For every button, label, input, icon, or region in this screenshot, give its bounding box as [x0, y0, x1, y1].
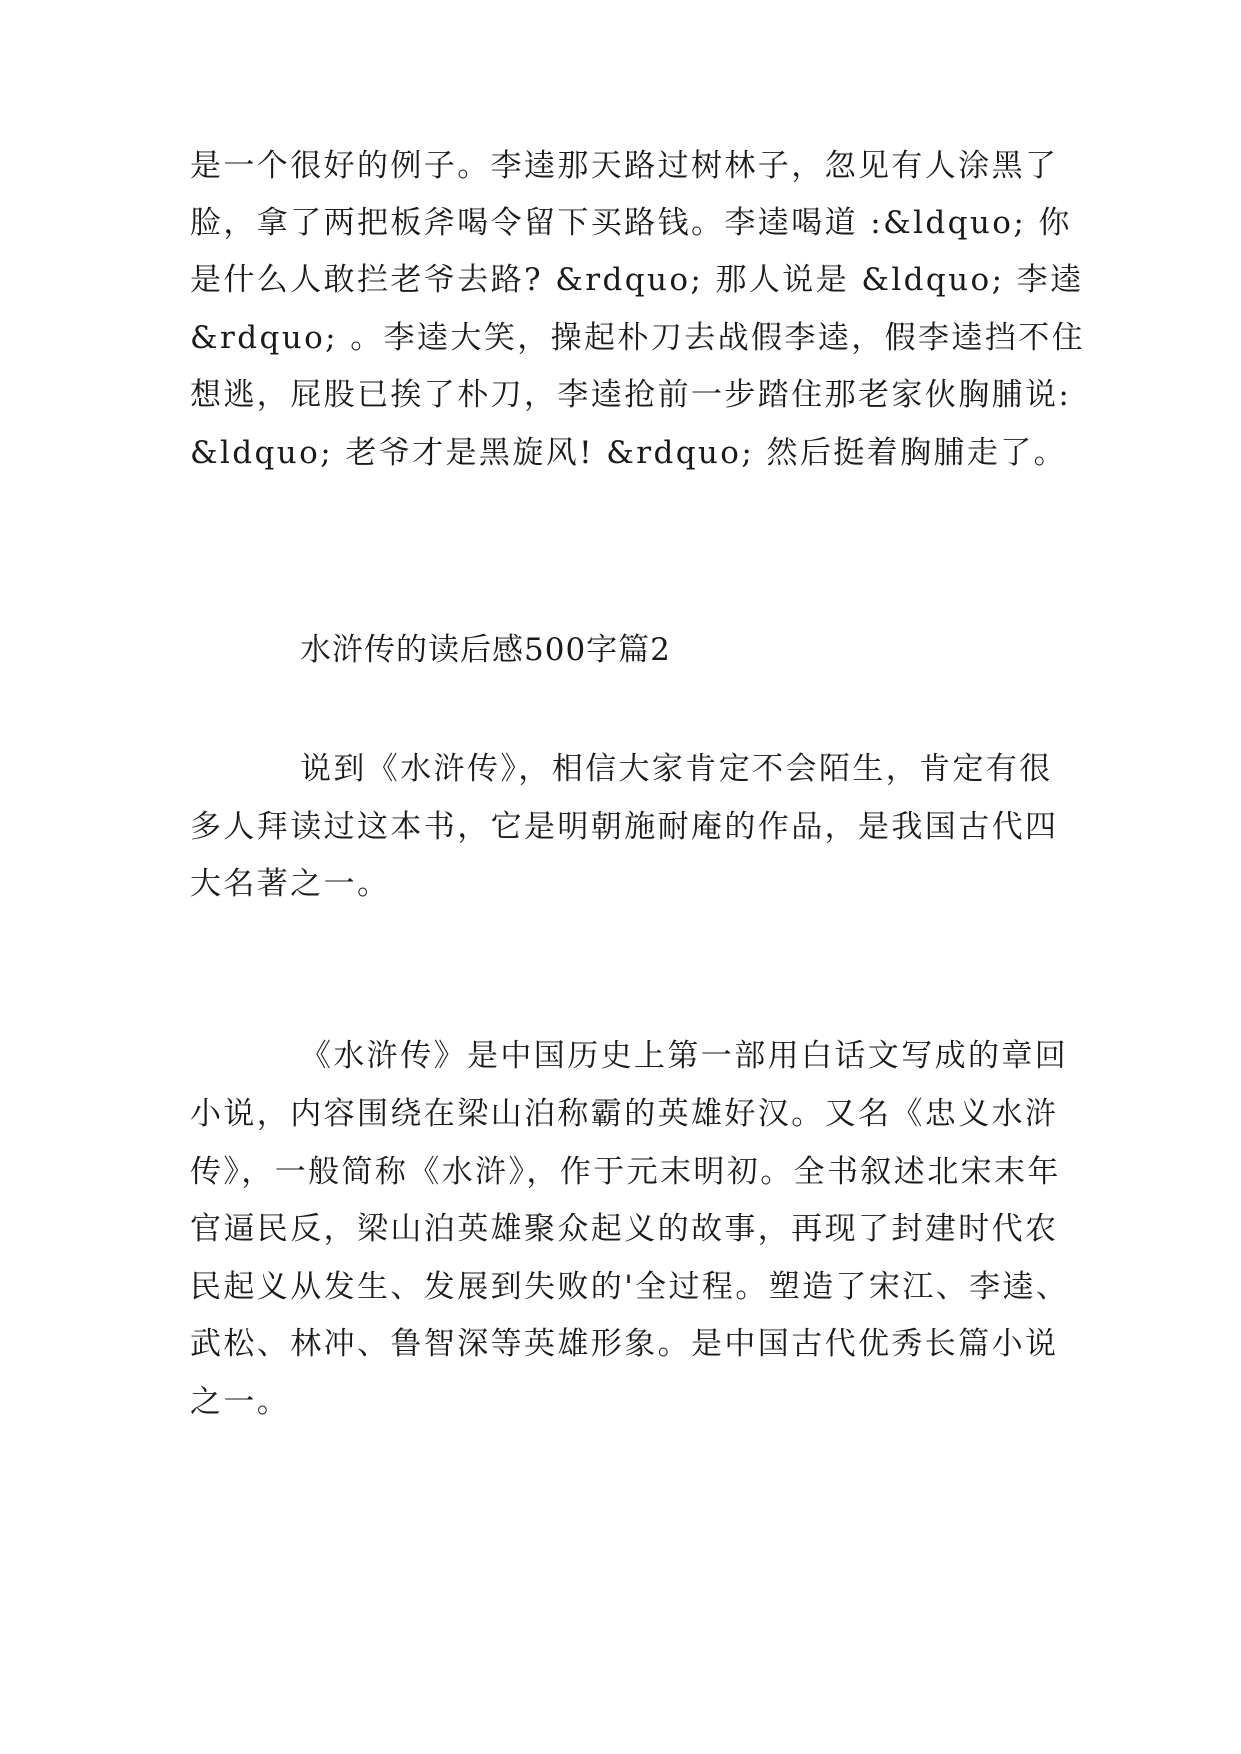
paragraph2-line: 大名著之一。 [190, 866, 391, 902]
paragraph3-line: 官逼民反，梁山泊英雄聚众起义的故事，再现了封建时代农 [190, 1211, 1059, 1247]
paragraph1-line: 是一个很好的例子。李逵那天路过树林子，忽见有人涂黑了 [190, 148, 1059, 184]
paragraph3-line: 小说，内容围绕在梁山泊称霸的英雄好汉。又名《忠义水浒 [190, 1096, 1059, 1132]
paragraph1-line: 想逃，屁股已挨了朴刀，李逵抢前一步踏住那老家伙胸脯说: [190, 377, 1072, 413]
paragraph1-line: &ldquo; 老爷才是黑旋风! &rdquo; 然后挺着胸脯走了。 [190, 435, 1068, 471]
paragraph2-line: 多人拜读过这本书，它是明朝施耐庵的作品，是我国古代四 [190, 809, 1059, 845]
paragraph2-line: 说到《水浒传》，相信大家肯定不会陌生，肯定有很 [300, 751, 1053, 787]
paragraph3-line: 民起义从发生、发展到失败的'全过程。塑造了宋江、李逵、 [190, 1269, 1070, 1305]
paragraph3-line: 之一。 [190, 1384, 291, 1420]
paragraph1-line: &rdquo; 。李逵大笑，操起朴刀去战假李逵，假李逵挡不住 [190, 320, 1086, 356]
section-title: 水浒传的读后感500字篇2 [300, 632, 671, 668]
paragraph1-line: 是什么人敢拦老爷去路? &rdquo; 那人说是 &ldquo; 李逵 [190, 262, 1084, 298]
paragraph3-line: 传》，一般简称《水浒》，作于元末明初。全书叙述北宋末年 [190, 1154, 1061, 1190]
paragraph3-line: 《水浒传》是中国历史上第一部用白话文写成的章回 [300, 1038, 1069, 1074]
paragraph1-line: 脸，拿了两把板斧喝令留下买路钱。李逵喝道 :&ldquo; 你 [190, 205, 1072, 241]
paragraph3-line: 武松、林冲、鲁智深等英雄形象。是中国古代优秀长篇小说 [190, 1326, 1059, 1362]
